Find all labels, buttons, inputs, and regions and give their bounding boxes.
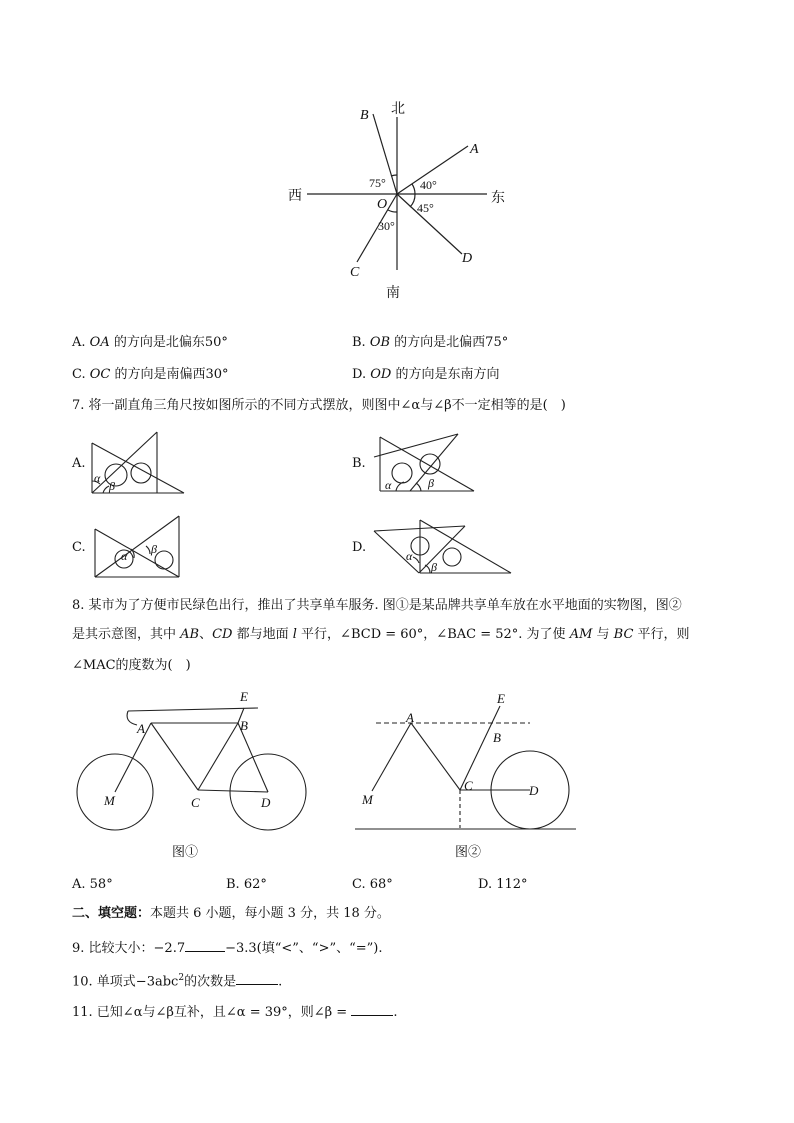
- fig1-B: B: [240, 718, 248, 733]
- q11-answer-blank[interactable]: [351, 1001, 393, 1016]
- q6-option-b[interactable]: B. OB 的方向是北偏西75°: [352, 335, 509, 350]
- q7-option-d-label[interactable]: D.: [352, 540, 367, 555]
- q7-stem: 7. 将一副直角三角尺按如图所示的不同方式摆放，则图中∠α与∠β不一定相等的是( ): [72, 398, 566, 413]
- q7-option-c-label[interactable]: C.: [72, 540, 86, 555]
- q7-option-a-label[interactable]: A.: [72, 456, 86, 471]
- fig2-E: E: [497, 691, 505, 706]
- angle-75-label: 75°: [369, 176, 386, 190]
- q7-option-b-label[interactable]: B.: [352, 456, 366, 471]
- fig2-D: D: [529, 783, 539, 798]
- label-O: O: [377, 197, 388, 212]
- fig1-A: A: [137, 721, 145, 736]
- fig2-M: M: [362, 792, 373, 807]
- bicycle-diagram: [355, 706, 576, 829]
- angle-30-label: 30°: [378, 219, 395, 233]
- south-label: 南: [386, 286, 400, 301]
- q7b-beta: β: [428, 476, 434, 490]
- fig1-M: M: [104, 793, 115, 808]
- label-B: B: [360, 108, 369, 123]
- fig1-E: E: [240, 689, 248, 704]
- q9-answer-blank[interactable]: [185, 937, 225, 952]
- north-label: 北: [391, 102, 405, 117]
- west-label: 西: [288, 189, 302, 204]
- label-C: C: [350, 265, 360, 280]
- q11: 11. 已知∠α与∠β互补，且∠α = 39°，则∠β = .: [72, 1001, 397, 1022]
- q10-answer-blank[interactable]: [236, 970, 278, 985]
- q8-option-c[interactable]: C. 68°: [352, 877, 393, 892]
- q8-line2: 是其示意图，其中 AB、CD 都与地面 l 平行，∠BCD = 60°，∠BAC = 52°. 为了使 AM 与 BC 平行，则: [72, 627, 690, 642]
- fig2-A: A: [406, 710, 414, 725]
- fig1-caption: 图①: [172, 844, 199, 859]
- angle-40-label: 40°: [420, 178, 437, 192]
- q8-line1: 8. 某市为了方便市民绿色出行，推出了共享单车服务. 图①是某品牌共享单车放在水平地面的实物图，图②: [72, 598, 682, 613]
- q8-line3: ∠MAC的度数为( ): [72, 658, 191, 673]
- q8-option-a[interactable]: A. 58°: [72, 877, 113, 892]
- angle-45-label: 45°: [417, 201, 434, 215]
- label-A: A: [470, 142, 479, 157]
- q9: 9. 比较大小：−2.7 −3.3(填“<”、“>”、“=”).: [72, 937, 383, 958]
- q10: 10. 单项式−3abc$^2$的次数是 .: [72, 969, 282, 991]
- q7d-alpha: α: [406, 549, 413, 563]
- q7d-beta: β: [431, 560, 437, 574]
- q7c-beta: β: [151, 542, 157, 556]
- q7a-beta: β: [109, 479, 115, 493]
- q7b-alpha: α: [385, 478, 392, 492]
- q6-option-c[interactable]: C. OC 的方向是南偏西30°: [72, 367, 229, 382]
- q7c-alpha: α: [121, 549, 128, 563]
- section-2-heading: 二、填空题：本题共 6 小题，每小题 3 分，共 18 分。: [72, 906, 390, 921]
- q7a-alpha: α: [94, 471, 101, 485]
- fig2-B: B: [493, 730, 501, 745]
- fig1-D: D: [261, 795, 271, 810]
- bicycle-figure: [77, 708, 306, 830]
- q8-option-b[interactable]: B. 62°: [226, 877, 267, 892]
- label-D: D: [462, 251, 473, 266]
- fig1-C: C: [191, 795, 200, 810]
- q6-option-a[interactable]: A. OA 的方向是北偏东50°: [72, 335, 228, 350]
- fig2-C: C: [464, 778, 473, 793]
- q8-option-d[interactable]: D. 112°: [478, 877, 528, 892]
- east-label: 东: [491, 191, 505, 206]
- q6-option-d[interactable]: D. OD 的方向是东南方向: [352, 367, 500, 382]
- fig2-caption: 图②: [455, 844, 482, 859]
